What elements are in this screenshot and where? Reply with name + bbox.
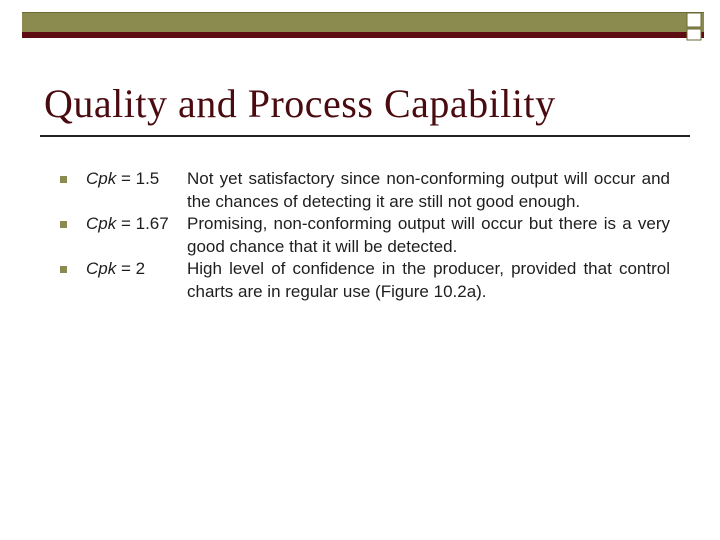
bullet-square-icon [60, 266, 67, 273]
item-description: Promising, non-conforming output will occur but there is a very good chance that it will be detected. [187, 214, 670, 256]
list-item [60, 168, 670, 213]
corner-squares-icon [686, 12, 702, 42]
slide-title: Quality and Process Capability [44, 81, 556, 126]
list-item [60, 258, 670, 303]
item-description: High level of confidence in the producer, provided that control charts are in regular use (Figure 10.2a). [187, 259, 670, 301]
title-divider [40, 135, 690, 137]
list-item [60, 213, 670, 258]
cpk-value [86, 168, 159, 191]
cpk-symbol: Cpk [86, 214, 117, 233]
bullet-square-icon [60, 221, 67, 228]
cpk-symbol: Cpk [86, 259, 117, 278]
header-decoration-band [22, 12, 704, 38]
capability-list [60, 168, 670, 303]
bullet-square-icon [60, 176, 67, 183]
item-description: Not yet satisfactory since non-conforming output will occur and the chances of detecting it are still not good enough. [187, 169, 670, 211]
header-maroon-bar [22, 32, 704, 38]
cpk-number: = 1.5 [116, 169, 160, 188]
header-olive-bar [22, 12, 704, 33]
cpk-value [86, 258, 145, 281]
cpk-symbol: Cpk [86, 169, 117, 188]
cpk-number: = 2 [116, 259, 146, 278]
cpk-value [86, 213, 169, 236]
cpk-number: = 1.67 [116, 214, 169, 233]
